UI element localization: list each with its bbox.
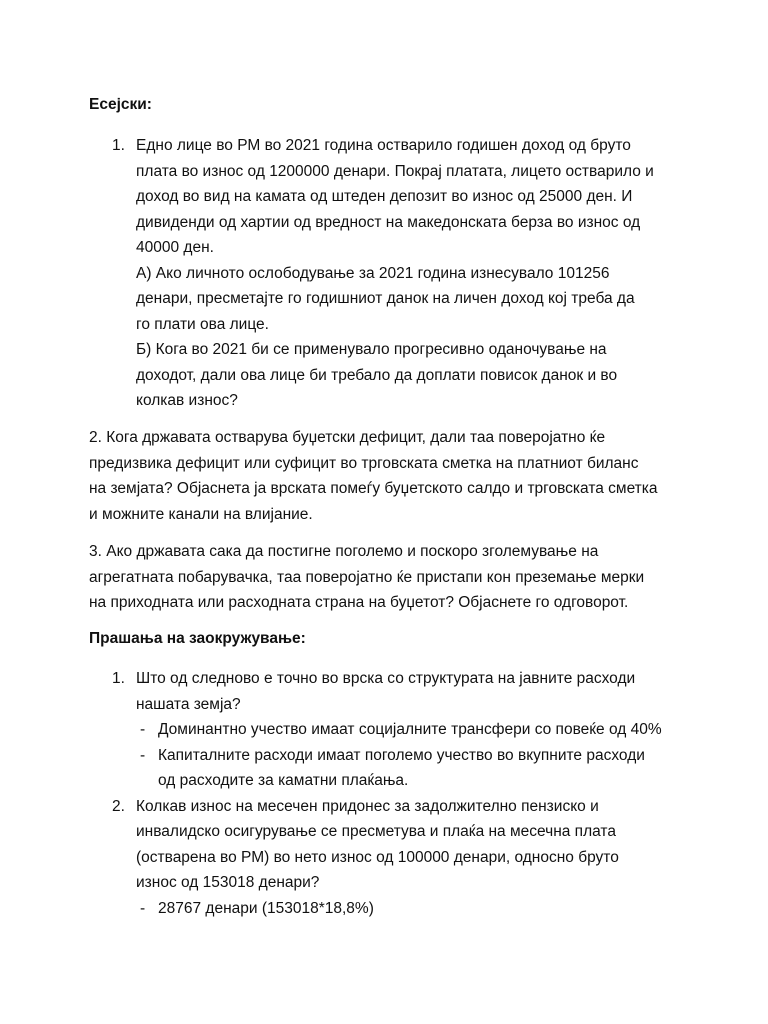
text-line: 40000 ден. — [136, 239, 214, 256]
dash-bullet: - — [140, 721, 146, 738]
text-line: на приходната или расходната страна на буџетот? Објаснете го одговорот. — [89, 594, 629, 611]
text-line: (остварена во РМ) во нето износ од 100000 денари, односно бруто — [136, 848, 619, 866]
text-line: и можните канали на влијание. — [89, 505, 313, 523]
text-line: инвалидско осигурување се пресметува и плаќа на месечна плата — [136, 823, 616, 840]
mc-question-1 — [112, 666, 692, 794]
text-line: го плати ова лице. — [136, 315, 269, 333]
text-line: агрегатната побарувачка, таа поверојатно ќе пристапи кон преземање мерки — [89, 568, 645, 586]
answer-option — [136, 717, 692, 743]
option-text: 28767 денари (153018*18,8%) — [158, 899, 374, 917]
option-text: Капиталните расходи имаат поголемо учество во вкупните расходи — [158, 746, 645, 764]
option-text: од расходите за каматни плаќања. — [158, 772, 409, 789]
option-text: Доминантно учество имаат социјалните трансфери со повеќе од 40% — [158, 721, 662, 738]
question-number: 1. — [112, 670, 125, 687]
multiple-choice-heading: Прашања на заокружување: — [89, 630, 306, 647]
essay-heading: Есејски: — [89, 96, 152, 113]
text-line: предизвика дефицит или суфицит во трговската сметка на платниот биланс — [89, 454, 639, 472]
text-line: доход во вид на камата од штеден депозит во износ од 25000 ден. И — [136, 188, 633, 205]
text-line: износ од 153018 денари? — [136, 874, 320, 891]
essay-question-list — [112, 133, 692, 414]
mc-question-2 — [112, 794, 692, 922]
text-line: Едно лице во РМ во 2021 година остварило годишен доход од бруто — [136, 137, 631, 154]
essay-question-2 — [89, 425, 689, 527]
part-b-line: Б) Кога во 2021 би се применувало прогресивно оданочување на — [136, 341, 607, 358]
multiple-choice-list — [112, 666, 692, 921]
essay-question-1 — [112, 133, 692, 414]
text-line: 3. Ако државата сака да постигне поголемо и поскоро зголемување на — [89, 543, 599, 560]
text-line: колкав износ? — [136, 392, 238, 409]
text-line: плата во износ од 1200000 денари. Покрај платата, лицето остварило и — [136, 162, 654, 180]
text-line: дивиденди од хартии од вредност на македонската берза во износ од — [136, 213, 641, 231]
text-line: доходот, дали ова лице би требало да доплати повисок данок и во — [136, 366, 618, 384]
text-line: на земјата? Објаснета ја врската помеѓу буџетското салдо и трговската сметка — [89, 480, 658, 497]
dash-bullet: - — [140, 746, 146, 764]
text-line: нашата земја? — [136, 695, 241, 713]
answer-option — [136, 896, 692, 922]
text-line: Колкав износ на месечен придонес за задолжително пензиско и — [136, 797, 599, 815]
text-line: 2. Кога државата остварува буџетски дефицит, дали таа поверојатно ќе — [89, 429, 606, 446]
question-number: 2. — [112, 797, 125, 815]
dash-bullet: - — [140, 899, 146, 917]
question-number: 1. — [112, 137, 125, 154]
answer-option — [136, 743, 692, 794]
text-line: Што од следново е точно во врска со структурата на јавните расходи — [136, 670, 636, 687]
essay-question-3 — [89, 539, 689, 616]
text-line: денари, пресметајте го годишниот данок на личен доход кој треба да — [136, 290, 635, 307]
part-a-line: А) Ако личното ослободување за 2021 година изнесувало 101256 — [136, 264, 610, 282]
